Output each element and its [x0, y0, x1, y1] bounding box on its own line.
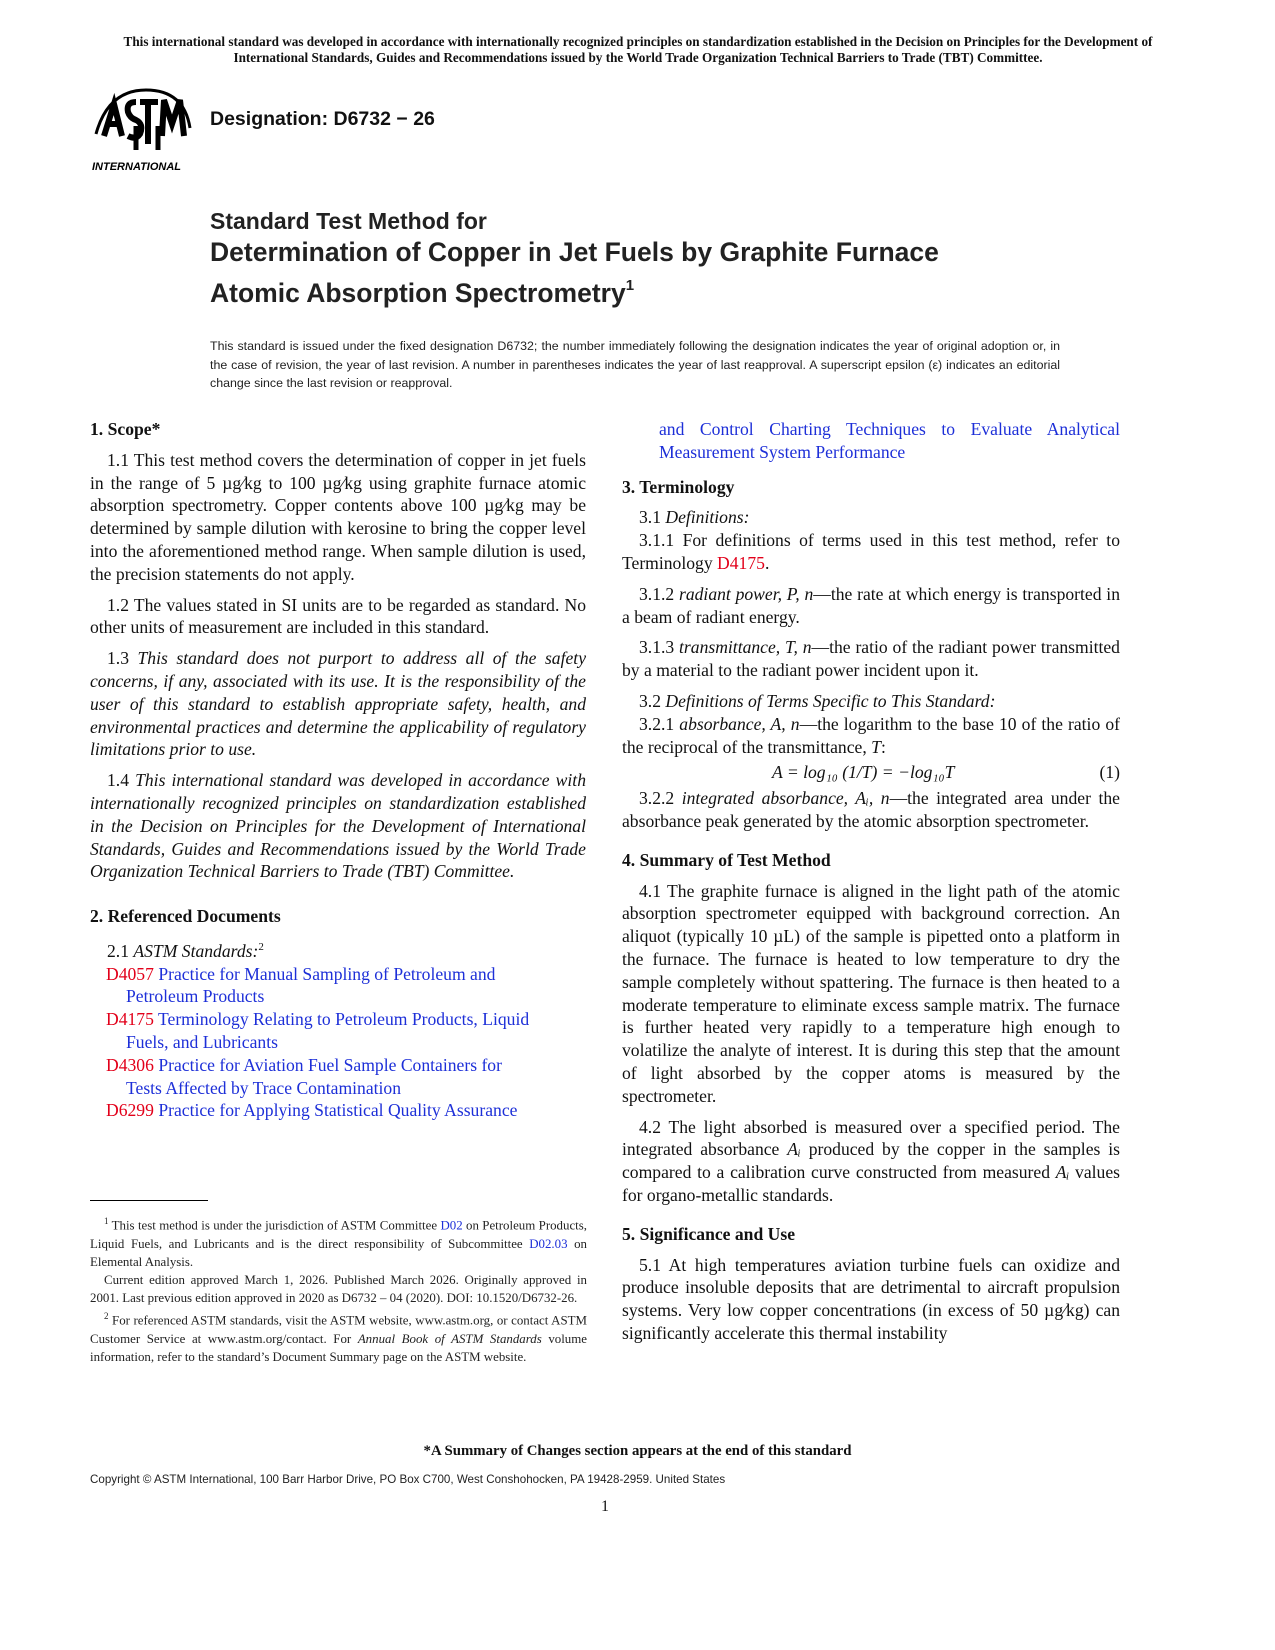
ref-code-link[interactable]: D4057 [106, 963, 154, 984]
ref-title-link[interactable]: Fuels, and Lubricants [126, 1031, 278, 1052]
para-1-3: 1.3 This standard does not purport to address all of the safety concerns, if any, associated with its use. It is the responsibility of the user of this standard to establish appropriate safety, health, and environmental practices and determine the applicability of regulatory limitations prior to use. [90, 648, 586, 760]
reference-d4175 [90, 1008, 586, 1054]
section-3-heading: 3. Terminology [622, 476, 735, 497]
ref-title-link[interactable]: Terminology Relating to Petroleum Products, Liquid [158, 1009, 530, 1030]
footnote-1: $^1$ This test method is under the jurisdiction of ASTM Committee D02 on Petroleum Products, Liquid Fuels, and Lubricants and is the direct responsibility of Subcommittee D02.03 on Elemental Analysis. [90, 1216, 587, 1269]
title-line-2: Determination of Copper in Jet Fuels by Graphite Furnace [210, 237, 939, 267]
title-line-3: Atomic Absorption Spectrometry [210, 278, 626, 308]
section-4-heading: 4. Summary of Test Method [622, 849, 831, 870]
para-3-2-2: 3.2.2 integrated absorbance, Aᵢ, n—the integrated area under the absorbance peak generated by the atomic absorption spectrometer. [622, 788, 1120, 831]
page-number: 1 [601, 1498, 609, 1515]
ref-title-link[interactable]: Practice for Aviation Fuel Sample Containers for [158, 1054, 502, 1075]
ref-title-link[interactable]: Tests Affected by Trace Contamination [126, 1077, 402, 1098]
right-column [622, 418, 1120, 1353]
equation-number: (1) [1099, 762, 1120, 783]
title-line-1: Standard Test Method for [210, 208, 487, 234]
d4175-link[interactable]: D4175 [717, 552, 765, 573]
ref-code-link[interactable]: D4175 [106, 1009, 154, 1030]
section-2-heading: 2. Referenced Documents [90, 906, 281, 927]
para-5-1: 5.1 At high temperatures aviation turbine fuels can oxidize and produce insoluble deposits that are detrimental to aircraft propulsion systems. Very low copper concentrations (in excess of 50 µg⁄kg) can significantly accelerate this thermal instability [622, 1254, 1120, 1343]
ref-code-link[interactable]: D6299 [106, 1100, 154, 1121]
footnote-edition: Current edition approved March 1, 2026. Published March 2026. Originally approved in 2001. Last previous edition approved in 2020 as D6732 – 04 (2020). DOI: 10.1520/D6732-26. [90, 1272, 587, 1306]
astm-monogram [96, 90, 190, 150]
para-4-1: 4.1 The graphite furnace is aligned in the light path of the atomic absorption spectrometer equipped with background correction. An aliquot (typically 10 µL) of the sample is pipetted onto a platform in the furnace. The furnace is heated to low temperature to dry the sample completely without spattering. The furnace is then heated to a moderate temperature to eliminate excess sample matrix. The furnace is further heated very rapidly to a temperature high enough to volatilize the analyte of interest. It is during this step that the amount of light absorbed by the copper atoms is measured by the spectrometer. [622, 880, 1120, 1106]
para-3-1: 3.1 Definitions: [639, 507, 750, 528]
issued-statement: This standard is issued under the fixed designation D6732; the number immediately following the designation indicates the year of original adoption or, in the case of revision, the year of last revision. A number in parentheses indicates the year of last reapproval. A superscript epsilon (ε) indicates an editorial change since the last revision or reapproval. [210, 339, 1060, 390]
para-1-3-text: This standard does not purport to address all of the safety concerns, if any, associated with its use. It is the responsibility of the user of this standard to establish appropriate safety, health, and environmental practices and determine the applicability of regulatory limitations prior to use. [90, 648, 586, 760]
astm-logo [90, 84, 200, 176]
reference-d6299 [90, 1099, 586, 1122]
logo-subtitle: INTERNATIONAL [92, 161, 182, 173]
para-1-1: 1.1 This test method covers the determination of copper in jet fuels in the range of 5 µg⁄kg to 100 µg⁄kg using graphite furnace atomic absorption spectrometry. Copper contents above 100 µg⁄kg may be determined by sample dilution with kerosine to bring the copper level into the aforementioned method range. When sample dilution is used, the precision statements do not apply. [90, 449, 586, 584]
para-1-4-text: This international standard was developed in accordance with internationally recognized principles on standardization established in the Decision on Principles for the Development of International Standards, Guides and Recommendations issued by the World Trade Organization Technical Barriers to Trade (TBT) Committee. [90, 770, 586, 882]
equation-text: A = log₁₀ (1/T) = −log₁₀T [772, 762, 955, 783]
ref-code-link[interactable]: D4306 [106, 1054, 154, 1075]
ref-title-link[interactable]: Petroleum Products [126, 986, 265, 1007]
reference-d6299-continued[interactable]: and Control Charting Techniques to Evaluate Analytical Measurement System Performance [659, 419, 1120, 462]
equation-1 [622, 761, 1120, 784]
title-line-3-wrap [210, 269, 1110, 310]
footnotes [90, 1212, 587, 1366]
committee-link[interactable]: D02 [440, 1218, 463, 1233]
summary-of-changes-note: *A Summary of Changes section appears at the end of this standard [423, 1443, 852, 1459]
para-2-1: 2.1 ASTM Standards:$^2$ [107, 940, 264, 961]
copyright: Copyright © ASTM International, 100 Barr Harbor Drive, PO Box C700, West Conshohocken, PA 19428-2959. United States [90, 1473, 726, 1486]
subcommittee-link[interactable]: D02.03 [529, 1236, 568, 1251]
para-1-2: 1.2 The values stated in SI units are to be regarded as standard. No other units of measurement are included in this standard. [90, 594, 586, 638]
reference-d4057 [90, 963, 586, 1009]
para-4-2: 4.2 The light absorbed is measured over a specified period. The integrated absorbance Aᵢ produced by the copper in the samples is compared to a calibration curve constructed from measured Aᵢ values for organo-metallic standards. [622, 1116, 1120, 1205]
section-1-heading: 1. Scope* [90, 419, 161, 439]
section-5-heading: 5. Significance and Use [622, 1223, 796, 1244]
reference-d4306 [90, 1054, 586, 1100]
top-notice: This international standard was developed in accordance with internationally recognized principles on standardization established in the Decision on Principles for the Development of International Standards, Guides and Recommendations issued by the World Trade Organization Technical Barriers to Trade (TBT) Committee. [123, 34, 1153, 65]
ref-title-link[interactable]: Practice for Manual Sampling of Petroleum and [158, 963, 496, 984]
para-3-1-1: 3.1.1 For definitions of terms used in this test method, refer to Terminology D4175. [622, 530, 1120, 573]
footnote-2: $^2$ For referenced ASTM standards, visit the ASTM website, www.astm.org, or contact ASTM Customer Service at www.astm.org/contact. For Annual Book of ASTM Standards volume information, refer to the standard’s Document Summary page on the ASTM website. [90, 1311, 587, 1365]
para-1-4: 1.4 This international standard was developed in accordance with internationally recognized principles on standardization established in the Decision on Principles for the Development of International Standards, Guides and Recommendations issued by the World Trade Organization Technical Barriers to Trade (TBT) Committee. [90, 770, 586, 882]
left-column [90, 418, 586, 1122]
para-3-1-2: 3.1.2 radiant power, P, n—the rate at which energy is transported in a beam of radiant energy. [622, 583, 1120, 627]
title-footnote-mark: 1 [625, 277, 635, 294]
para-3-2-1: 3.2.1 absorbance, A, n—the logarithm to the base 10 of the ratio of the reciprocal of the transmittance, T: [622, 713, 1120, 757]
para-3-2: 3.2 Definitions of Terms Specific to This Standard: [639, 690, 996, 711]
para-3-1-3: 3.1.3 transmittance, T, n—the ratio of the radiant power transmitted by a material to the radiant power incident upon it. [622, 637, 1120, 681]
ref-title-link[interactable]: Practice for Applying Statistical Quality Assurance [158, 1100, 518, 1121]
designation: Designation: D6732 − 26 [210, 108, 435, 130]
footnote-rule [90, 1200, 208, 1201]
title-block [210, 206, 1110, 310]
